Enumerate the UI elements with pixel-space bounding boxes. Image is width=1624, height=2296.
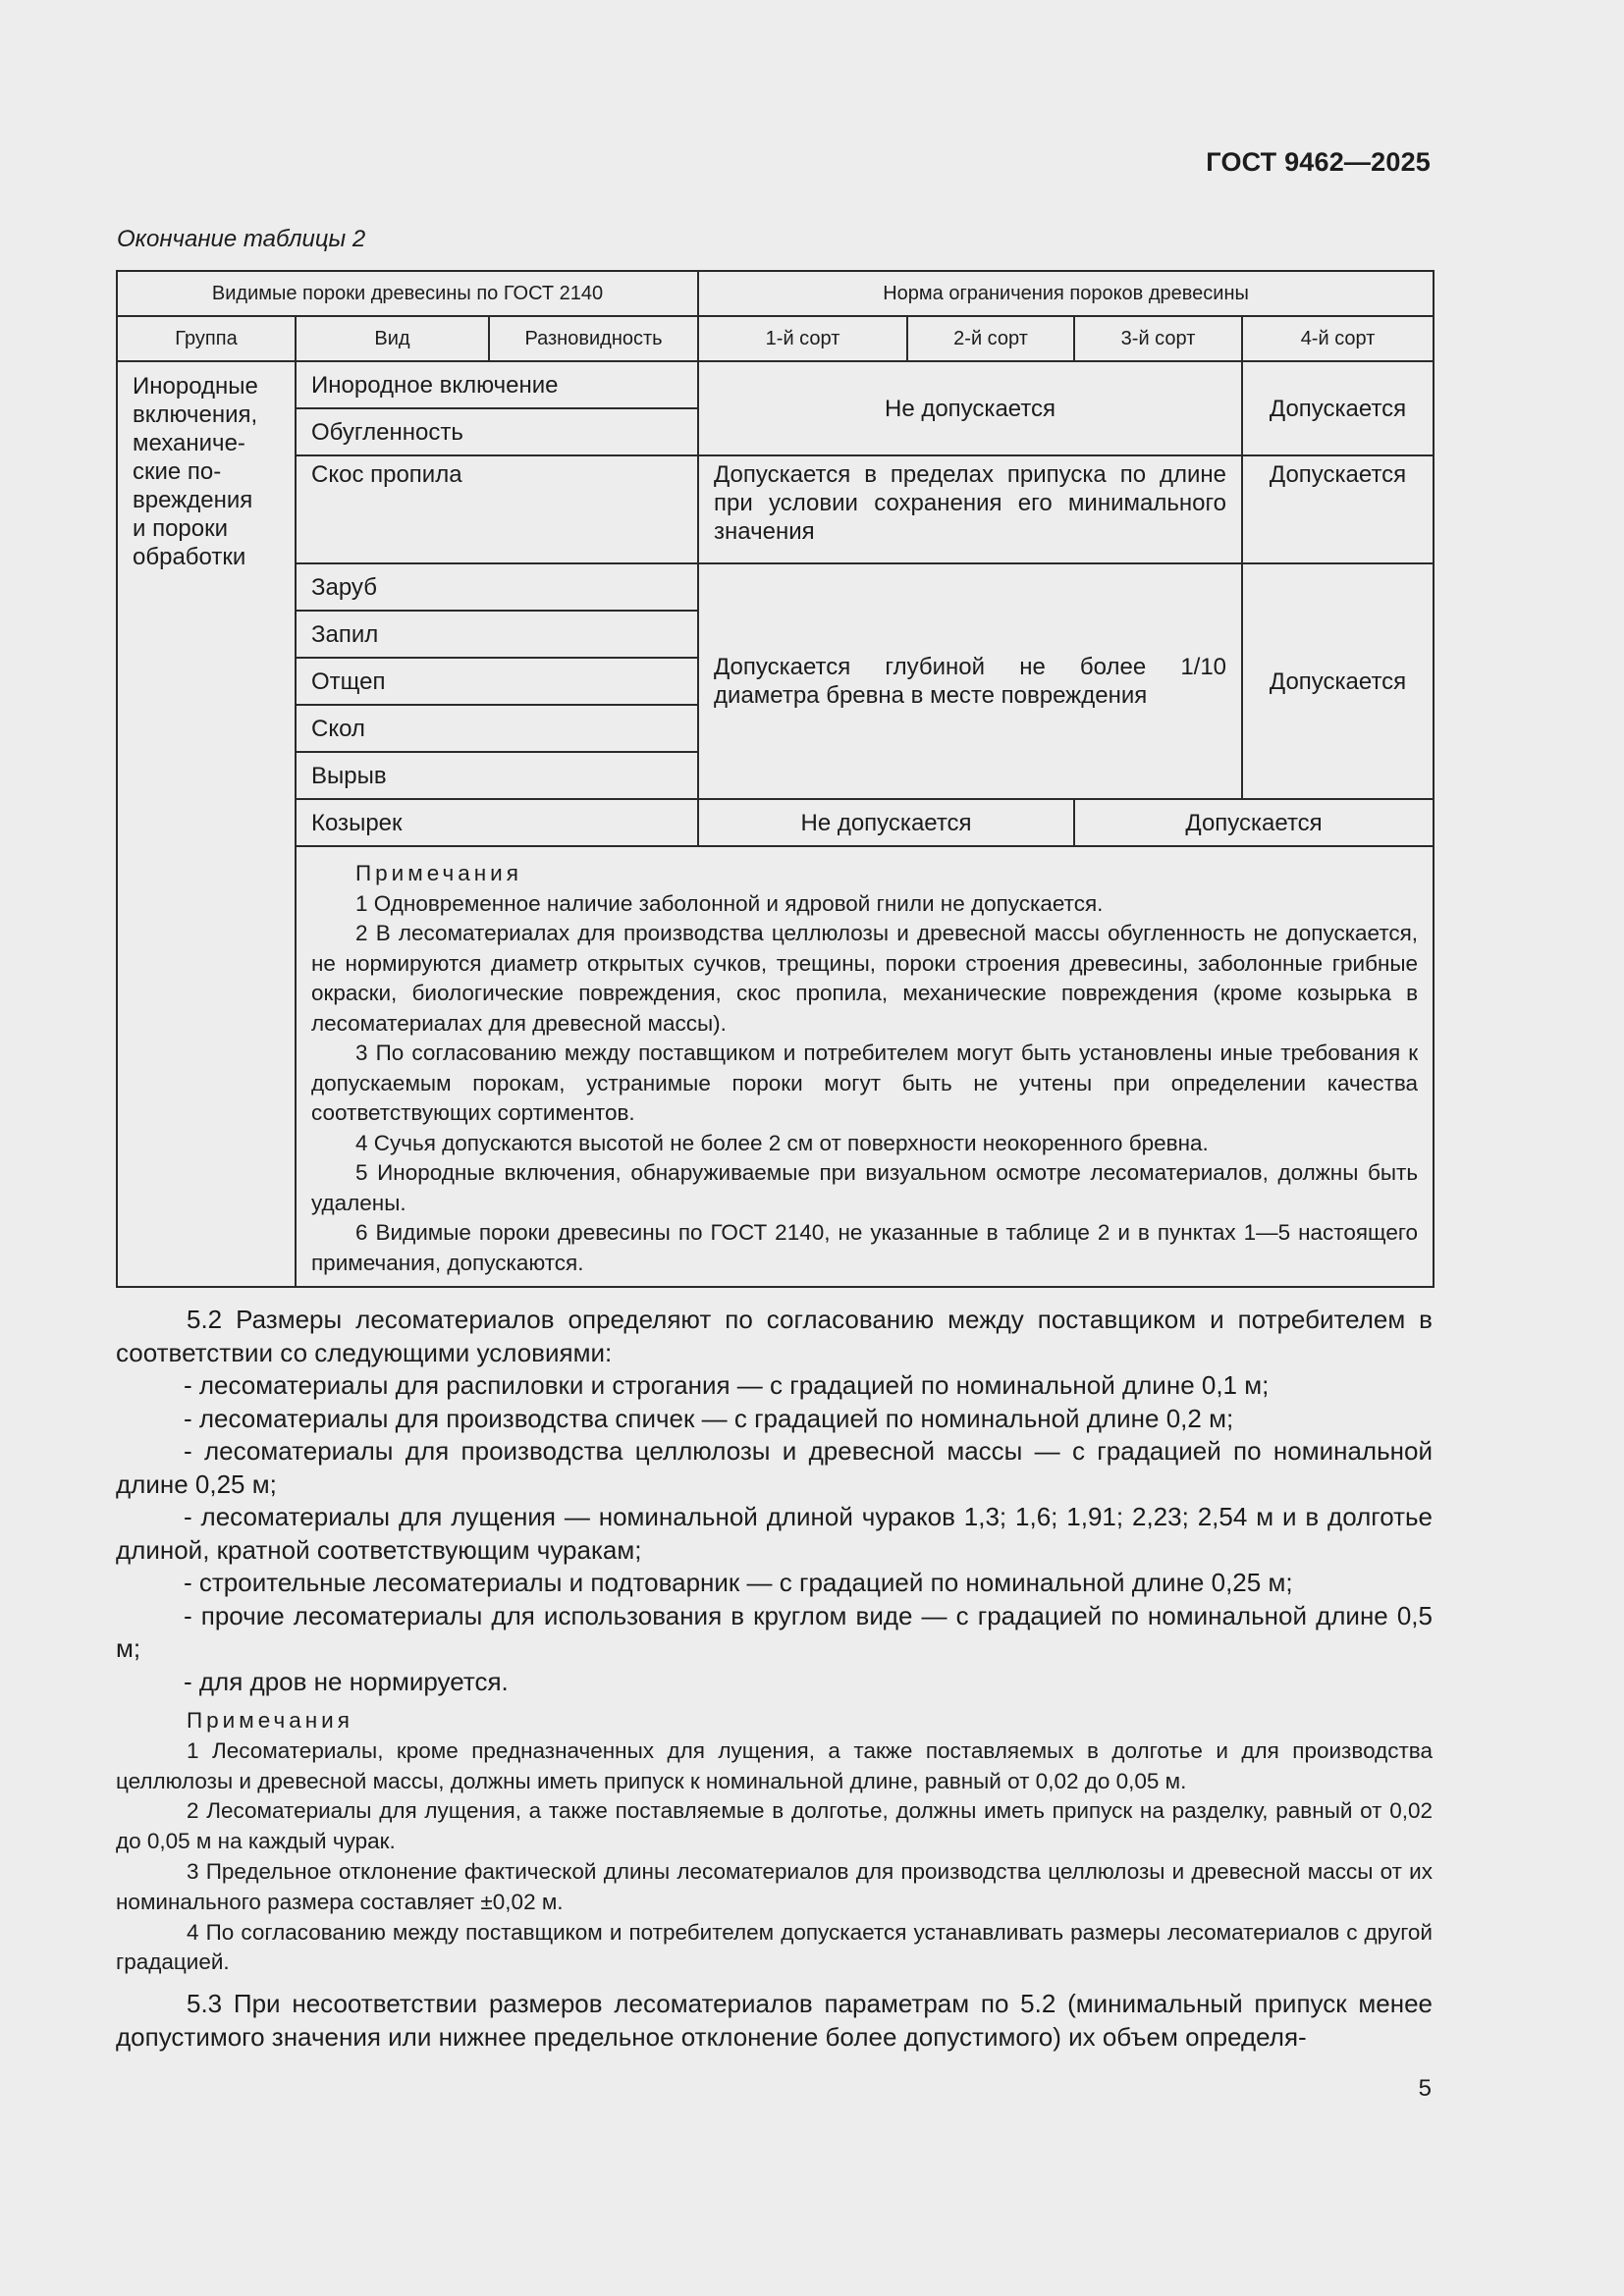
- header-grade-3: 3-й сорт: [1074, 316, 1242, 361]
- note-item: 6 Видимые пороки древесины по ГОСТ 2140, не указанные в таблице 2 и в пунктах 1—5 настоящего примечания, допускаются.: [311, 1220, 1419, 1275]
- note-item: 1 Лесоматериалы, кроме предназначенных для лущения, а также поставляемых в долготье и для производства целлюлозы и древесной массы, должны иметь припуск к номинальной длине, равный от 0,02 до 0,05 м.: [116, 1737, 1433, 1793]
- table-header-row: [117, 271, 1434, 316]
- norm-allowed: Допускается: [1074, 799, 1434, 846]
- note-item: 2 Лесоматериалы для лущения, а также поставляемые в долготье, должны иметь припуск на разделку, равный от 0,02 до 0,05 м на каждый чурак.: [116, 1798, 1433, 1854]
- note-item: 3 Предельное отклонение фактической длины лесоматериалов для производства целлюлозы и древесной массы от их номинального размера составляет ±0,02 м.: [116, 1858, 1433, 1914]
- note-item: 4 По согласованию между поставщиком и потребителем допускается устанавливать размеры лесоматериалов с другой градацией.: [116, 1919, 1433, 1975]
- note-item: 1 Одновременное наличие заболонной и ядровой гнили не допускается.: [355, 890, 1104, 916]
- table-row: [117, 563, 1434, 611]
- norm-depth: Допускается глубиной не более 1/10 диаметра бревна в месте повреждения: [698, 563, 1242, 799]
- header-group: Группа: [117, 316, 296, 361]
- header-grade-4: 4-й сорт: [1242, 316, 1434, 361]
- list-item: - лесоматериалы для лущения — номинальной длиной чураков 1,3; 1,6; 1,91; 2,23; 2,54 м и в долготье длиной, кратной соответствующим чуракам;: [116, 1502, 1433, 1565]
- document-code: ГОСТ 9462—2025: [1206, 147, 1431, 177]
- header-grade-2: 2-й сорт: [907, 316, 1074, 361]
- table-notes: [296, 846, 1434, 1287]
- norm-not-allowed: Не допускается: [698, 361, 1242, 455]
- norm-allowed: Допускается: [1242, 563, 1434, 799]
- table-subheader-row: [117, 316, 1434, 361]
- norm-skew: Допускается в пределах припуска по длине при условии сохранения его минимального значения: [698, 455, 1242, 563]
- section-body: [116, 1304, 1433, 2054]
- list-item: - прочие лесоматериалы для использования в круглом виде — с градацией по номинальной длине 0,5 м;: [116, 1600, 1433, 1663]
- row-foreign-inclusion: Инородное включение: [296, 361, 698, 408]
- table-row: [117, 361, 1434, 408]
- notes-title: Примечания: [355, 861, 522, 885]
- section-5-2-notes: [116, 1706, 1433, 1978]
- table-notes-row: [117, 846, 1434, 1287]
- header-norm: Норма ограничения пороков древесины: [698, 271, 1434, 316]
- list-item: - лесоматериалы для производства спичек — с градацией по номинальной длине 0,2 м;: [184, 1403, 1234, 1433]
- row-saw-skew: Скос пропила: [296, 455, 698, 563]
- table-row: [117, 799, 1434, 846]
- list-item: - лесоматериалы для производства целлюлозы и древесной массы — с градацией по номинальной длине 0,25 м;: [116, 1436, 1433, 1499]
- section-5-2-intro: 5.2 Размеры лесоматериалов определяют по согласованию между поставщиком и потребителем в соответствии со следующими условиями:: [116, 1305, 1433, 1367]
- row-tearout: Вырыв: [296, 752, 698, 799]
- row-sawcut: Запил: [296, 611, 698, 658]
- norm-allowed: Допускается: [1242, 455, 1434, 563]
- table-caption: Окончание таблицы 2: [117, 226, 366, 252]
- defects-table: [116, 270, 1435, 1288]
- norm-allowed: Допускается: [1242, 361, 1434, 455]
- note-item: 4 Сучья допускаются высотой не более 2 см от поверхности неокоренного бревна.: [355, 1130, 1209, 1155]
- table-row: [117, 455, 1434, 563]
- section-5-3-text: 5.3 При несоответствии размеров лесоматериалов параметрам по 5.2 (минимальный припуск менее допустимого значения или нижнее предельное отклонение более допустимого) их объем определя-: [116, 1989, 1433, 2052]
- row-chip: Скол: [296, 705, 698, 752]
- header-kind: Вид: [296, 316, 489, 361]
- page-number: 5: [1418, 2075, 1432, 2102]
- norm-not-allowed: Не допускается: [698, 799, 1074, 846]
- row-split: Отщеп: [296, 658, 698, 705]
- row-charring: Обугленность: [296, 408, 698, 455]
- list-item: - строительные лесоматериалы и подтоварник — с градацией по номинальной длине 0,25 м;: [184, 1568, 1293, 1597]
- row-visor: Козырек: [296, 799, 698, 846]
- header-grade-1: 1-й сорт: [698, 316, 907, 361]
- notes-title: Примечания: [187, 1708, 353, 1733]
- header-defects: Видимые пороки древесины по ГОСТ 2140: [117, 271, 698, 316]
- note-item: 5 Инородные включения, обнаруживаемые при визуальном осмотре лесоматериалов, должны быть удалены.: [311, 1160, 1419, 1215]
- group-cell: Инородные включения, механиче- ские по- вреждения и пороки обработки: [117, 361, 296, 1287]
- row-notch: Заруб: [296, 563, 698, 611]
- list-item: - лесоматериалы для распиловки и строгания — с градацией по номинальной длине 0,1 м;: [184, 1370, 1270, 1400]
- list-item: - для дров не нормируется.: [184, 1666, 509, 1696]
- note-item: 2 В лесоматериалах для производства целлюлозы и древесной массы обугленность не допускается, не нормируются диаметр открытых сучков, трещины, пороки строения древесины, заболонные грибные окраски, биологические повреждения, скос пропила, механические повреждения (кроме козырька в лесоматериалах для древесной массы).: [311, 921, 1419, 1036]
- note-item: 3 По согласованию между поставщиком и потребителем могут быть установлены иные требования к допускаемым порокам, устранимые пороки могут быть не учтены при определении качества соответствующих сортиментов.: [311, 1041, 1419, 1125]
- header-variety: Разновидность: [489, 316, 698, 361]
